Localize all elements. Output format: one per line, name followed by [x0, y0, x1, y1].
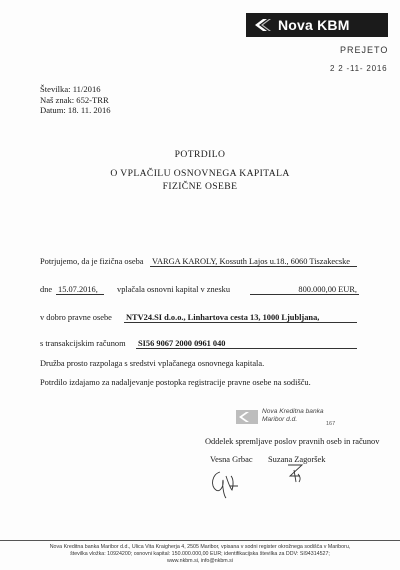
- funds-statement: Družba prosto razpolaga s sredstvi vplačanega osnovnega kapitala.: [40, 359, 265, 368]
- document-title: POTRDILO: [174, 149, 226, 160]
- document-subtitle-2: FIZIČNE OSEBE: [162, 181, 238, 192]
- received-stamp-label: PREJETO: [340, 45, 389, 55]
- logo-text: Nova KBM: [278, 17, 350, 33]
- company-label: v dobro pravne osebe: [40, 313, 112, 322]
- company-field: NTV24.SI d.o.o., Linhartova cesta 13, 1000 Ljubljana,: [124, 313, 357, 323]
- footer-line-1: Nova Kreditna banka Maribor d.d., Ulica Vita Kraigherja 4, 2505 Maribor, vpisana v sodni register okrožnega sodišča v Mariboru,: [49, 544, 351, 550]
- bank-stamp: [236, 408, 348, 430]
- received-stamp-date: 2 2 -11- 2016: [330, 64, 388, 73]
- footer-divider: [0, 540, 400, 541]
- payment-date-field: 15.07.2016,: [56, 285, 104, 295]
- footer-line-3: www.nkbm.si, info@nkbm.si: [166, 558, 233, 564]
- kbm-logo-icon: [254, 18, 272, 32]
- signatory-1: Vesna Grbac: [210, 455, 253, 464]
- date-label: dne: [40, 285, 53, 294]
- purpose-statement: Potrdilo izdajamo za nadaljevanje postopka registracije pravne osebe na sodišču.: [40, 378, 311, 387]
- document-meta: [40, 84, 111, 116]
- document-number: Številka: 11/2016: [40, 84, 101, 94]
- signature-2-mark: [282, 462, 308, 484]
- amount-field: 800.000,00 EUR,: [250, 285, 359, 295]
- confirm-label: Potrjujemo, da je fizična oseba: [40, 257, 144, 266]
- department-name: Oddelek spremljave poslov pravnih oseb in računov: [205, 437, 380, 446]
- bank-stamp-line-2: Maribor d.d.: [262, 416, 298, 423]
- bank-stamp-code: 167: [326, 421, 336, 427]
- bank-stamp-logo-icon: [236, 410, 258, 424]
- bank-logo: [246, 13, 388, 37]
- footer-line-2: številka vložka: 10924200; osnovni kapital: 150.000.000,00 EUR; identifikacijska številka za DDV: SI94314527;: [70, 551, 330, 557]
- account-label: s transakcijskim računom: [40, 339, 126, 348]
- document-reference: Naš znak: 652-TRR: [40, 94, 109, 105]
- signatory-2: Suzana Zagoršek: [268, 455, 326, 464]
- signature-1-mark: [206, 466, 246, 500]
- document-date: Datum: 18. 11. 2016: [40, 105, 111, 115]
- bank-stamp-line-1: Nova Kreditna banka: [262, 408, 324, 415]
- account-field: SI56 9067 2000 0961 040: [136, 339, 357, 349]
- document-subtitle-1: O VPLAČILU OSNOVNEGA KAPITALA: [110, 168, 290, 179]
- payment-label: vplačala osnovni kapital v znesku: [117, 285, 231, 294]
- person-field: VARGA KAROLY, Kossuth Lajos u.18., 6060 Tiszakecske: [150, 257, 357, 267]
